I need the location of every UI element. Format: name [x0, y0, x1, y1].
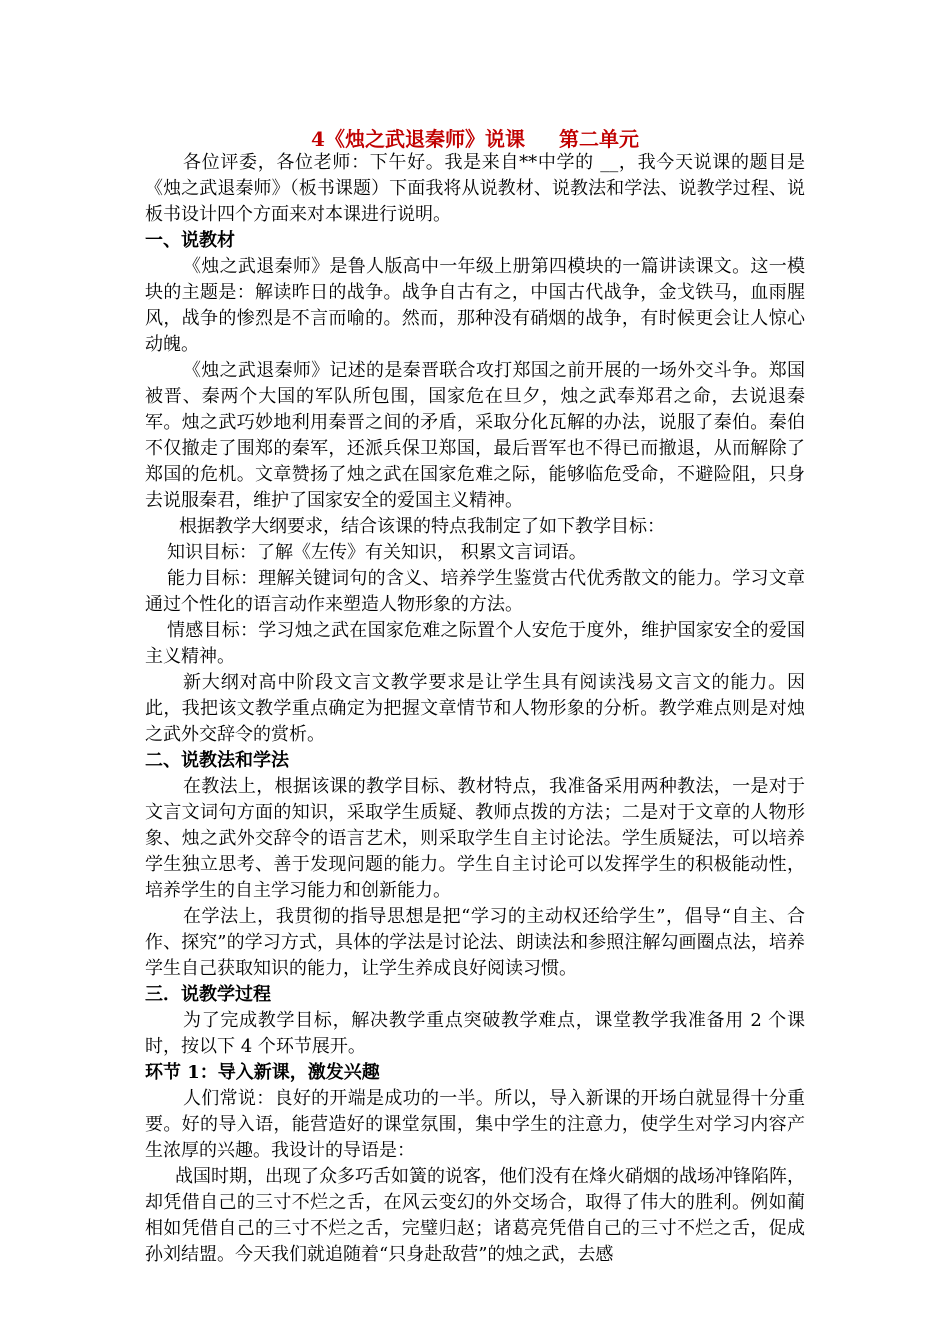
- paragraph: 人们常说：良好的开端是成功的一半。所以，导入新课的开场白就显得十分重要。好的导入语，能营造好的课堂氛围，集中学生的注意力，使学生对学习内容产生浓厚的兴趣。我设计的导语是：: [145, 1088, 805, 1161]
- paragraph: 战国时期，出现了众多巧舌如簧的说客，他们没有在烽火硝烟的战场冲锋陷阵，却凭借自己的三寸不烂之舌，在风云变幻的外交场合，取得了伟大的胜利。例如蔺相如凭借自己的三寸不烂之舌，完璧归赵；诸葛亮凭借自己的三寸不烂之舌，促成孙刘结盟。今天我们就追随着“只身赴敌营”的烛之武，去感: [145, 1166, 805, 1265]
- intro-paragraph: 各位评委，各位老师：下午好。我是来自**中学的 __，我今天说课的题目是《烛之武退秦师》（板书课题）下面我将从说教材、说教法和学法、说教学过程、说板书设计四个方面来对本课进行说明。: [145, 152, 805, 225]
- section-heading-textbook: 一、说教材: [145, 230, 235, 251]
- goal-ability: 能力目标：理解关键词句的含义、培养学生鉴赏古代优秀散文的能力。学习文章通过个性化的语言动作来塑造人物形象的方法。: [145, 568, 805, 615]
- goal-emotion: 情感目标：学习烛之武在国家危难之际置个人安危于度外，维护国家安全的爱国主义精神。: [145, 620, 805, 667]
- title-unit: 第二单元: [558, 127, 639, 151]
- title-main: 4《烛之武退秦师》说课: [311, 127, 525, 151]
- paragraph: 新大纲对高中阶段文言文教学要求是让学生具有阅读浅易文言文的能力。因此，我把该文教学重点确定为把握文章情节和人物形象的分析。教学难点则是对烛之武外交辞令的赏析。: [145, 672, 805, 745]
- step-heading: 环节 1：导入新课，激发兴趣: [145, 1062, 380, 1083]
- paragraph: 《烛之武退秦师》记述的是秦晋联合攻打郑国之前开展的一场外交斗争。郑国被晋、秦两个大国的军队所包围，国家危在旦夕，烛之武奉郑君之命，去说退秦军。烛之武巧妙地利用秦晋之间的矛盾，采取分化瓦解的办法，说服了秦伯。秦伯不仅撤走了围郑的秦军，还派兵保卫郑国，最后晋军也不得已而撤退，从而解除了郑国的危机。文章赞扬了烛之武在国家危难之际，能够临危受命，不避险阻，只身去说服秦君，维护了国家安全的爱国主义精神。: [145, 360, 805, 511]
- paragraph: 为了完成教学目标，解决教学重点突破教学难点，课堂教学我准备用 2 个课时，按以下 4 个环节展开。: [145, 1010, 805, 1057]
- paragraph: 在教法上，根据该课的教学目标、教材特点，我准备采用两种教法，一是对于文言文词句方面的知识，采取学生质疑、教师点拨的方法；二是对于文章的人物形象、烛之武外交辞令的语言艺术，则采取学生自主讨论法。学生质疑法，可以培养学生独立思考、善于发现问题的能力。学生自主讨论可以发挥学生的积极能动性，培养学生的自主学习能力和创新能力。: [145, 776, 805, 901]
- section-heading-process: 三．说教学过程: [145, 984, 271, 1005]
- document-body: [145, 150, 805, 1268]
- section-heading-methods: 二、说教法和学法: [145, 750, 289, 771]
- goal-knowledge: 知识目标：了解《左传》有关知识， 积累文言词语。: [167, 542, 587, 563]
- paragraph: 根据教学大纲要求，结合该课的特点我制定了如下教学目标：: [179, 516, 665, 537]
- paragraph: 在学法上，我贯彻的指导思想是把“学习的主动权还给学生”，倡导“自主、合作、探究”的学习方式，具体的学法是讨论法、朗读法和参照注解勾画圈点法，培养学生自己获取知识的能力，让学生养成良好阅读习惯。: [145, 906, 805, 979]
- paragraph: 《烛之武退秦师》是鲁人版高中一年级上册第四模块的一篇讲读课文。这一模块的主题是：解读昨日的战争。战争自古有之，中国古代战争，金戈铁马，血雨腥风，战争的惨烈是不言而喻的。然而，那种没有硝烟的战争，有时候更会让人惊心动魄。: [145, 256, 805, 355]
